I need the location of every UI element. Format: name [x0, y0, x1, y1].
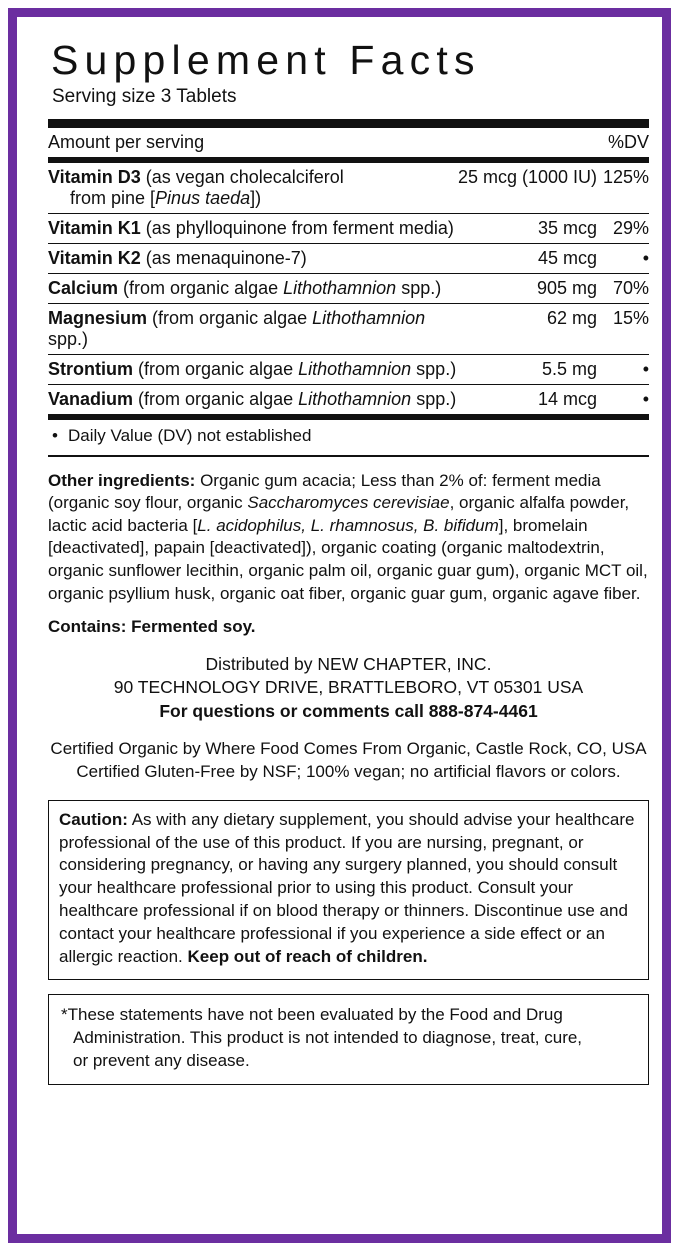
- nutrient-dv: 125%: [597, 163, 649, 214]
- nutrient-name: Magnesium: [48, 308, 148, 329]
- nutrient-detail-italic: Lithothamnion: [283, 278, 397, 299]
- nutrient-name: Vanadium: [48, 389, 134, 410]
- other-ingredients: [48, 470, 649, 606]
- label-content: [48, 39, 649, 1085]
- nutrient-detail-tail: spp.): [396, 278, 442, 299]
- nutrient-detail-italic: Pinus taeda: [155, 188, 251, 209]
- nutrient-dv: 29%: [597, 214, 649, 244]
- contains-statement: Contains: Fermented soy.: [48, 617, 256, 637]
- nutrient-amount: 5.5 mg: [458, 355, 597, 385]
- dv-footnote: [48, 420, 649, 446]
- nutrient-name-cell: [48, 274, 458, 304]
- nutrient-amount: 14 mcg: [537, 389, 597, 410]
- distributor-phone: For questions or comments call 888-874-4461: [159, 701, 538, 722]
- certification-line-1: Certified Organic by Where Food Comes From Organic, Castle Rock, CO, USA: [50, 738, 647, 758]
- caution-body: As with any dietary supplement, you should advise your healthcare professional of the use of this product. If you are nursing, pregnant, or considering pregnancy, or having any surgery planned, you should consult your healthcare professional prior to using this product. Consult your healthcare professional if on blood therapy or thinners. Discontinue use and contact your healthcare professional if you experience a side effect or an allergic reaction.: [59, 809, 635, 967]
- nutrient-amount: 905 mg: [458, 274, 597, 304]
- table-header-row: [48, 128, 649, 157]
- nutrient-amount: 35 mcg: [458, 214, 597, 244]
- nutrient-detail-italic: Lithothamnion: [298, 359, 412, 380]
- nutrient-name: Vitamin K1: [48, 218, 141, 239]
- nutrient-detail: (as menaquinone-7): [140, 248, 307, 269]
- nutrient-dv: 70%: [597, 274, 649, 304]
- distributor-line-1: Distributed by NEW CHAPTER, INC.: [205, 653, 492, 674]
- caution-keep-out: Keep out of reach of children.: [187, 947, 428, 967]
- supplement-facts-panel: [8, 8, 671, 1243]
- page-title: Supplement Facts: [51, 37, 481, 83]
- nutrient-amount: 25 mcg (1000 IU): [458, 163, 597, 214]
- certifications-block: [48, 738, 649, 784]
- nutrient-name-cell: [48, 163, 458, 214]
- nutrient-detail-2: from pine [: [70, 188, 156, 209]
- table-row: [48, 163, 649, 214]
- nutrient-detail: (as vegan cholecalciferol: [140, 167, 344, 188]
- dv-footnote-text: Daily Value (DV) not established: [68, 426, 312, 446]
- table-row: [48, 274, 649, 304]
- nutrient-detail-3: ]): [250, 188, 262, 209]
- other-ingredients-i2: L. acidophilus, L. rhamnosus, B. bifidum: [197, 515, 499, 535]
- nutrient-dv: •: [597, 244, 649, 274]
- disclaimer-line-2: Administration. This product is not intended to diagnose, treat, cure,: [73, 1028, 583, 1048]
- nutrient-detail: (from organic algae: [133, 389, 299, 410]
- other-ingredients-heading: Other ingredients:: [48, 470, 196, 490]
- nutrient-name-cell: [48, 304, 458, 355]
- nutrient-detail-line2: [48, 188, 458, 209]
- nutrient-name: Strontium: [48, 359, 133, 380]
- divider-thin: [48, 455, 649, 457]
- distributor-block: [48, 653, 649, 724]
- nutrient-name-cell: [48, 214, 458, 244]
- nutrient-detail: (from organic algae: [118, 278, 284, 299]
- serving-size: Serving size 3 Tablets: [52, 86, 237, 108]
- nutrient-detail-italic: Lithothamnion: [298, 389, 412, 410]
- table-row: [48, 214, 649, 244]
- table-row: [48, 385, 649, 415]
- nutrient-detail-tail: spp.): [411, 389, 457, 410]
- nutrient-detail-tail: spp.): [48, 329, 89, 350]
- certification-line-2: Certified Gluten-Free by NSF; 100% vegan; no artificial flavors or colors.: [76, 761, 621, 781]
- nutrient-name: Calcium: [48, 278, 119, 299]
- nutrient-detail: (from organic algae: [147, 308, 313, 329]
- caution-heading: Caution:: [59, 809, 128, 829]
- nutrient-detail-tail: spp.): [411, 359, 457, 380]
- table-row: [48, 355, 649, 385]
- nutrient-dv: •: [597, 355, 649, 385]
- nutrition-table: [48, 128, 649, 157]
- disclaimer-line-3: or prevent any disease.: [73, 1051, 250, 1070]
- table-row: [48, 304, 649, 355]
- other-ingredients-p3: ], bromelain [deactivated], papain [deactivated]), organic coating (organic maltodextrin, organic sunflower lecithin, organic palm oil, organic guar gum), organic MCT oil, organic psyllium husk, organic oat fiber, organic guar gum, organic agave fiber.: [48, 515, 648, 603]
- other-ingredients-p1: Organic gum acacia; Less than 2% of: ferment media (organic soy flour, organic: [48, 470, 601, 513]
- other-ingredients-p2: , organic alfalfa powder, lactic acid bacteria [: [48, 493, 630, 535]
- bullet-icon: •: [52, 426, 58, 446]
- nutrient-detail: (from organic algae: [133, 359, 299, 380]
- header-amount-per-serving: Amount per serving: [48, 132, 205, 153]
- nutrient-amount: 62 mg: [458, 304, 597, 355]
- disclaimer-line-1: *These statements have not been evaluated by the Food and Drug: [61, 1005, 563, 1025]
- nutrient-name-cell: [48, 385, 458, 415]
- caution-box: [48, 800, 649, 981]
- divider-thick-top: [48, 119, 649, 128]
- nutrient-detail-italic: Lithothamnion: [312, 308, 426, 329]
- nutrient-detail: (as phylloquinone from ferment media): [140, 218, 454, 239]
- table-row: [48, 244, 649, 274]
- nutrient-name-cell: [48, 355, 458, 385]
- other-ingredients-i1: Saccharomyces cerevisiae: [247, 493, 450, 513]
- nutrient-amount: 45 mcg: [458, 244, 597, 274]
- nutrient-name-cell: [48, 244, 458, 274]
- nutrient-rows: [48, 163, 649, 414]
- disclaimer-box: [48, 994, 649, 1085]
- nutrient-dv: •: [642, 389, 649, 410]
- nutrient-dv: 15%: [597, 304, 649, 355]
- distributor-line-2: 90 TECHNOLOGY DRIVE, BRATTLEBORO, VT 05301 USA: [113, 677, 584, 698]
- nutrient-name: Vitamin D3: [48, 167, 141, 188]
- header-dv: %DV: [607, 132, 649, 153]
- nutrient-name: Vitamin K2: [48, 248, 141, 269]
